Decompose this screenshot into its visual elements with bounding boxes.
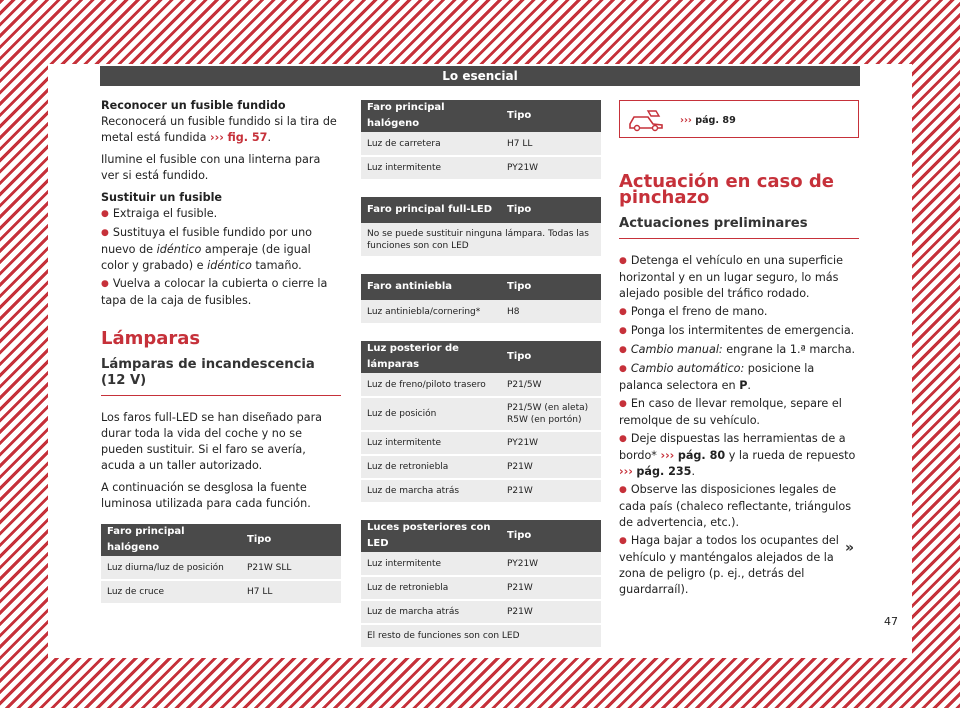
table-cell: Luz intermitente — [361, 552, 501, 576]
table-cell: Luz de posición — [361, 397, 501, 431]
heading-recognize-fuse: Reconocer un fusible fundido — [101, 99, 286, 112]
table-row — [361, 223, 601, 257]
bullet-item: ● Extraiga el fusible. — [101, 206, 341, 223]
bullet-item: ● Observe las disposiciones legales de cada país (chaleco reflectante, triángulos de advertencia, etc.). — [619, 482, 859, 531]
page-89-link[interactable] — [680, 113, 736, 129]
page-80-link[interactable]: pág. 80 — [677, 449, 726, 462]
table-cell: PY21W — [501, 552, 601, 576]
table-row — [361, 132, 601, 156]
table-row — [361, 600, 601, 624]
table-cell: H8 — [501, 300, 601, 324]
table-row — [361, 156, 601, 180]
text: tamaño. — [251, 259, 302, 272]
bullet-item: ● En caso de llevar remolque, separe el remolque de su vehículo. — [619, 396, 859, 429]
text: Sustituya el fusible fundido por uno nuevo de — [101, 226, 313, 256]
table-row — [361, 397, 601, 431]
text: posicione la palanca selectora en — [619, 362, 815, 392]
table-cell: Luz intermitente — [361, 156, 501, 180]
table-row — [361, 431, 601, 455]
text: R5W (en portón) — [507, 415, 582, 425]
arrow-glyph: ››› — [619, 465, 633, 478]
text: pág. 89 — [695, 115, 736, 126]
lamp-table-fog — [361, 274, 601, 325]
text: idéntico — [207, 259, 252, 272]
text: idéntico — [156, 243, 202, 256]
table-cell: H7 LL — [501, 132, 601, 156]
table-row — [361, 624, 601, 648]
text: Cambio automático: — [630, 362, 745, 375]
text: Cambio manual: — [630, 343, 723, 356]
column-header: Tipo — [501, 341, 601, 373]
bullet-item — [101, 225, 341, 274]
car-book-icon — [628, 108, 664, 132]
subsection-title: Lámparas de incandescencia (12 V) — [101, 357, 341, 396]
bullet-item: ● Ponga los intermitentes de emergencia. — [619, 323, 859, 340]
table-cell: Luz de marcha atrás — [361, 600, 501, 624]
column-header: Luz posterior de lámparas — [361, 341, 501, 373]
bullet-item: ● Detenga el vehículo en una superficie horizontal y en un lugar seguro, lo más alejado posible del tráfico rodado. — [619, 253, 859, 302]
table-cell: Luz de retroniebla — [361, 455, 501, 479]
lamp-table-halogen-front — [101, 524, 341, 605]
column-header: Faro antiniebla — [361, 274, 501, 300]
paragraph-led: Los faros full-LED se han diseñado para durar toda la vida del coche y no se pueden sustituir. Si el faro se avería, acuda a un taller autorizado. — [101, 411, 323, 472]
table-row — [361, 455, 601, 479]
page-235-link[interactable]: pág. 235 — [636, 465, 692, 478]
column-header: Tipo — [501, 100, 601, 132]
table-cell: PY21W — [501, 431, 601, 455]
table-cell: P21W — [501, 479, 601, 503]
table-cell: No se puede sustituir ninguna lámpara. Todas las funciones son con LED — [361, 223, 601, 257]
bullet-item — [619, 361, 859, 394]
section-title-lamparas: Lámparas — [101, 328, 201, 349]
section-title-flat-tire: Actuación en caso de pinchazo — [619, 171, 834, 208]
arrow-glyph: ››› — [680, 115, 692, 126]
table-cell: H7 LL — [241, 580, 341, 604]
page-number: 47 — [884, 615, 898, 628]
column-3 — [619, 100, 859, 600]
table-cell: PY21W — [501, 156, 601, 180]
column-header: Tipo — [241, 524, 341, 556]
table-cell: Luz antiniebla/cornering* — [361, 300, 501, 324]
table-cell: P21W — [501, 576, 601, 600]
subsection-title: Actuaciones preliminares — [619, 216, 859, 239]
arrow-glyph: ››› — [660, 449, 675, 462]
lamp-table-halogen-main — [361, 100, 601, 181]
paragraph-breakdown: A continuación se desglosa la fuente luminosa utilizada para cada función. — [101, 481, 311, 510]
table-row — [361, 479, 601, 503]
table-cell: P21W — [501, 455, 601, 479]
lamp-table-rear — [361, 341, 601, 504]
text: engrane la 1.ª marcha. — [722, 343, 856, 356]
text: amperaje (de igual color y grabado) e — [101, 243, 311, 272]
text: Deje dispuestas las herramientas de a bordo* — [619, 432, 846, 462]
column-header: Tipo — [501, 274, 601, 300]
table-cell: Luz diurna/luz de posición — [101, 556, 241, 580]
paragraph-illuminate: Ilumine el fusible con una linterna para ver si está fundido. — [101, 153, 321, 182]
text: y la rueda de repuesto — [725, 449, 856, 462]
table-row — [101, 580, 341, 604]
arrow-glyph: ››› — [210, 131, 224, 144]
table-row — [361, 552, 601, 576]
lamp-table-full-led — [361, 197, 601, 258]
table-row — [361, 373, 601, 397]
text: P — [739, 379, 748, 392]
column-header: Faro principal halógeno — [101, 524, 241, 556]
table-cell: Luz intermitente — [361, 431, 501, 455]
bullet-item — [619, 342, 859, 359]
continue-marker: » — [845, 540, 855, 556]
table-cell: El resto de funciones son con LED — [361, 624, 601, 648]
table-cell: Luz de freno/piloto trasero — [361, 373, 501, 397]
table-cell: P21/5W — [501, 373, 601, 397]
column-2 — [361, 100, 601, 649]
bullet-item: ● Haga bajar a todos los ocupantes del vehículo y manténgalos alejados de la zona de peligro (p. ej., detrás del guardarraíl). — [619, 533, 859, 598]
paragraph-recognize — [101, 114, 341, 146]
table-cell — [501, 397, 601, 431]
fig-57-link[interactable]: fig. 57 — [227, 131, 268, 144]
table-cell: P21W — [501, 600, 601, 624]
table-cell: Luz de cruce — [101, 580, 241, 604]
text: P21/5W (en aleta) — [507, 403, 589, 413]
table-cell: Luz de carretera — [361, 132, 501, 156]
table-row — [361, 300, 601, 324]
table-cell: P21W SLL — [241, 556, 341, 580]
column-header: Faro principal halógeno — [361, 100, 501, 132]
lamp-table-rear-led — [361, 520, 601, 649]
column-1 — [101, 98, 341, 605]
bullet-item: ● Ponga el freno de mano. — [619, 304, 859, 321]
column-header: Tipo — [501, 197, 601, 223]
page-header: Lo esencial — [100, 66, 860, 86]
bullet-item — [619, 431, 859, 480]
table-cell: Luz de marcha atrás — [361, 479, 501, 503]
reference-box — [619, 100, 859, 138]
bullet-item: ● Vuelva a colocar la cubierta o cierre la tapa de la caja de fusibles. — [101, 276, 341, 309]
table-row — [361, 576, 601, 600]
table-cell: Luz de retroniebla — [361, 576, 501, 600]
text: . — [747, 379, 751, 392]
column-header: Tipo — [501, 520, 601, 552]
text: . — [691, 465, 696, 478]
heading-replace-fuse: Sustituir un fusible — [101, 191, 223, 204]
table-row — [101, 556, 341, 580]
column-header: Luces posteriores con LED — [361, 520, 501, 552]
text: . — [267, 131, 272, 144]
column-header: Faro principal full-LED — [361, 197, 501, 223]
text: Reconocerá un fusible fundido si la tira de metal está fundida — [101, 115, 337, 144]
